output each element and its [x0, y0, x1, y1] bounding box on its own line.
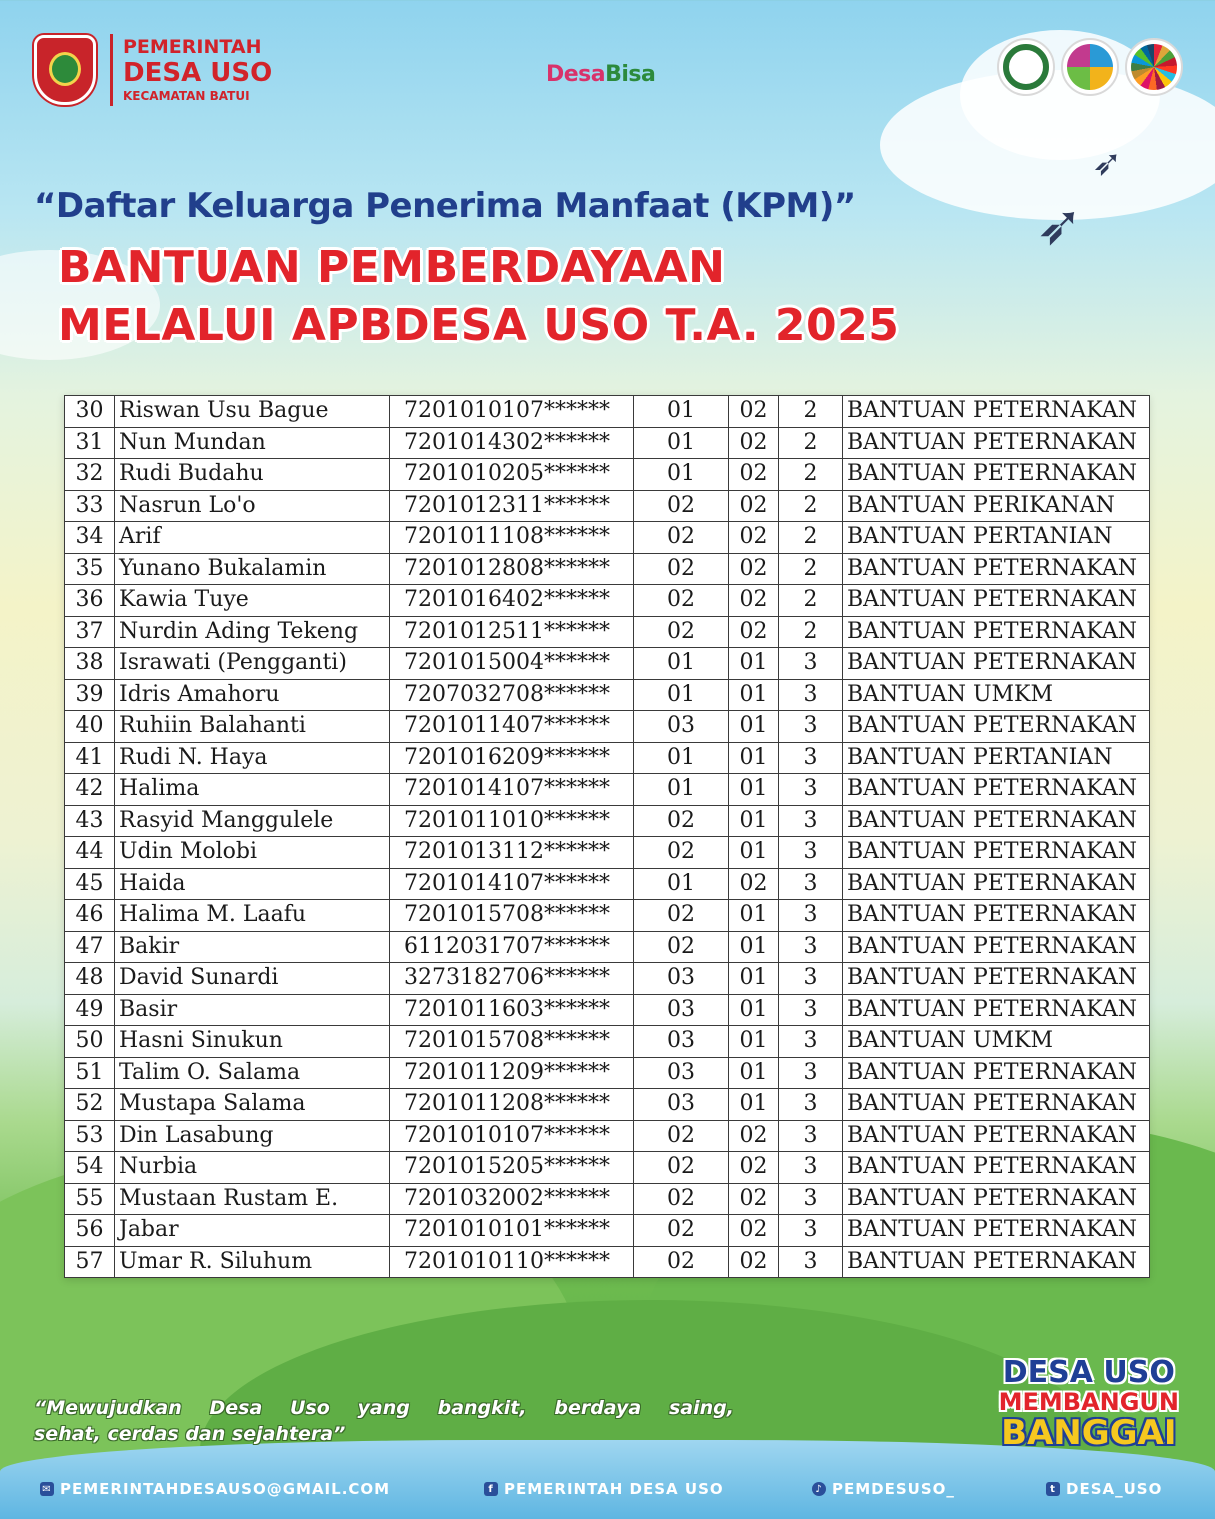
cell-col-c: 3 [779, 774, 843, 806]
beneficiary-table [64, 395, 1149, 1278]
facebook-icon: f [484, 1482, 498, 1496]
cell-nik: 7201014302****** [390, 427, 634, 459]
cell-aid-type: BANTUAN UMKM [843, 679, 1150, 711]
cell-name: Din Lasabung [115, 1120, 390, 1152]
gov-line-3: KECAMATAN BATUI [123, 89, 250, 103]
cell-number: 32 [65, 459, 115, 491]
cell-col-c: 3 [779, 1120, 843, 1152]
cell-col-a: 02 [634, 931, 729, 963]
cell-nik: 7201015205****** [390, 1152, 634, 1184]
cell-name: Halima M. Laafu [115, 900, 390, 932]
cell-col-c: 2 [779, 396, 843, 428]
cell-aid-type: BANTUAN PERTANIAN [843, 742, 1150, 774]
cell-aid-type: BANTUAN PETERNAKAN [843, 931, 1150, 963]
cell-col-b: 02 [729, 459, 779, 491]
cell-number: 31 [65, 427, 115, 459]
cell-col-b: 02 [729, 868, 779, 900]
table-row [65, 1120, 1150, 1152]
contact-facebook-text: PEMERINTAH DESA USO [504, 1480, 724, 1498]
cell-aid-type: BANTUAN PETERNAKAN [843, 868, 1150, 900]
cell-aid-type: BANTUAN PETERNAKAN [843, 396, 1150, 428]
cell-aid-type: BANTUAN PETERNAKAN [843, 711, 1150, 743]
cell-number: 43 [65, 805, 115, 837]
cell-col-c: 3 [779, 742, 843, 774]
cell-number: 39 [65, 679, 115, 711]
motto-text [34, 1396, 734, 1447]
cell-name: Ruhiin Balahanti [115, 711, 390, 743]
cell-aid-type: BANTUAN PETERNAKAN [843, 1183, 1150, 1215]
cell-nik: 7201011209****** [390, 1057, 634, 1089]
table-row [65, 963, 1150, 995]
cell-name: Basir [115, 994, 390, 1026]
cell-number: 33 [65, 490, 115, 522]
cell-col-c: 3 [779, 1057, 843, 1089]
cell-col-a: 02 [634, 553, 729, 585]
contact-tiktok[interactable] [812, 1480, 955, 1498]
cell-nik: 7201016209****** [390, 742, 634, 774]
cell-nik: 7201016402****** [390, 585, 634, 617]
table-row [65, 1152, 1150, 1184]
cell-col-a: 03 [634, 994, 729, 1026]
table-row [65, 711, 1150, 743]
cell-col-c: 3 [779, 805, 843, 837]
cell-number: 53 [65, 1120, 115, 1152]
cell-name: Israwati (Pengganti) [115, 648, 390, 680]
cell-col-a: 01 [634, 742, 729, 774]
motto-line-1: “Mewujudkan Desa Uso yang bangkit, berdaya saing, [34, 1397, 734, 1419]
table-row [65, 931, 1150, 963]
cell-col-b: 01 [729, 1089, 779, 1121]
cell-aid-type: BANTUAN PETERNAKAN [843, 837, 1150, 869]
cell-number: 46 [65, 900, 115, 932]
cell-number: 37 [65, 616, 115, 648]
cell-number: 36 [65, 585, 115, 617]
table-row [65, 994, 1150, 1026]
cell-number: 44 [65, 837, 115, 869]
cell-nik: 7201032002****** [390, 1183, 634, 1215]
cell-number: 52 [65, 1089, 115, 1121]
cell-nik: 7207032708****** [390, 679, 634, 711]
cell-nik: 7201012311****** [390, 490, 634, 522]
cell-name: Nurbia [115, 1152, 390, 1184]
contact-email-text: PEMERINTAHDESAUSO@GMAIL.COM [60, 1480, 391, 1498]
cell-nik: 7201010107****** [390, 396, 634, 428]
cell-aid-type: BANTUAN PETERNAKAN [843, 585, 1150, 617]
cell-col-c: 2 [779, 490, 843, 522]
table-row [65, 679, 1150, 711]
contact-twitter[interactable] [1046, 1480, 1162, 1498]
brand-slogan [998, 1355, 1179, 1453]
cell-col-b: 02 [729, 396, 779, 428]
cell-col-c: 3 [779, 1183, 843, 1215]
cell-col-a: 01 [634, 679, 729, 711]
cell-nik: 7201011407****** [390, 711, 634, 743]
table-row [65, 742, 1150, 774]
cell-col-a: 02 [634, 1215, 729, 1247]
cell-col-c: 2 [779, 616, 843, 648]
cell-name: Rudi Budahu [115, 459, 390, 491]
cell-nik: 7201015708****** [390, 900, 634, 932]
cell-aid-type: BANTUAN PETERNAKAN [843, 1120, 1150, 1152]
table-row [65, 459, 1150, 491]
table-row [65, 1183, 1150, 1215]
table-row [65, 868, 1150, 900]
table-row [65, 805, 1150, 837]
cell-col-a: 03 [634, 963, 729, 995]
cell-number: 55 [65, 1183, 115, 1215]
bird-icon: ➶ [1036, 193, 1083, 258]
cell-col-b: 01 [729, 900, 779, 932]
cell-col-a: 01 [634, 396, 729, 428]
cell-col-c: 3 [779, 1215, 843, 1247]
email-icon: ✉ [40, 1482, 54, 1496]
cell-aid-type: BANTUAN PETERNAKAN [843, 1215, 1150, 1247]
cell-aid-type: BANTUAN UMKM [843, 1026, 1150, 1058]
cell-col-a: 02 [634, 1152, 729, 1184]
table-row [65, 1089, 1150, 1121]
cell-col-a: 03 [634, 1026, 729, 1058]
cell-col-c: 2 [779, 585, 843, 617]
cell-nik: 7201010101****** [390, 1215, 634, 1247]
cell-number: 42 [65, 774, 115, 806]
cell-number: 48 [65, 963, 115, 995]
cell-number: 56 [65, 1215, 115, 1247]
cell-aid-type: BANTUAN PETERNAKAN [843, 648, 1150, 680]
cell-aid-type: BANTUAN PERIKANAN [843, 490, 1150, 522]
cell-nik: 7201014107****** [390, 774, 634, 806]
cell-col-c: 3 [779, 1152, 843, 1184]
table-row [65, 553, 1150, 585]
cell-col-a: 03 [634, 1089, 729, 1121]
cell-col-a: 02 [634, 1246, 729, 1278]
cell-col-b: 02 [729, 616, 779, 648]
table-row [65, 648, 1150, 680]
desa-cerdas-logo-icon [1061, 38, 1119, 96]
cell-col-b: 02 [729, 490, 779, 522]
cell-col-b: 01 [729, 679, 779, 711]
tiktok-icon: ♪ [812, 1482, 826, 1496]
cell-col-a: 02 [634, 522, 729, 554]
gov-line-2: DESA USO [123, 58, 273, 88]
cell-col-c: 3 [779, 868, 843, 900]
table-row [65, 522, 1150, 554]
cell-col-b: 01 [729, 963, 779, 995]
cell-name: David Sunardi [115, 963, 390, 995]
desabisa-desa: Desa [546, 62, 606, 87]
cell-col-c: 3 [779, 648, 843, 680]
ministry-logo-icon [997, 38, 1055, 96]
cell-nik: 7201015708****** [390, 1026, 634, 1058]
cell-col-c: 3 [779, 900, 843, 932]
cell-number: 50 [65, 1026, 115, 1058]
cell-nik: 7201011603****** [390, 994, 634, 1026]
cell-col-a: 01 [634, 648, 729, 680]
contact-facebook[interactable] [484, 1480, 724, 1498]
contact-email[interactable] [40, 1480, 390, 1498]
cell-col-c: 2 [779, 427, 843, 459]
cell-col-b: 01 [729, 1026, 779, 1058]
cell-col-b: 02 [729, 1215, 779, 1247]
cell-col-a: 01 [634, 427, 729, 459]
cell-col-b: 01 [729, 1057, 779, 1089]
cell-col-c: 3 [779, 994, 843, 1026]
cell-col-c: 2 [779, 459, 843, 491]
cell-col-a: 02 [634, 805, 729, 837]
cell-name: Mustaan Rustam E. [115, 1183, 390, 1215]
cell-col-c: 3 [779, 837, 843, 869]
brand-line-1: DESA USO [1002, 1355, 1175, 1390]
cell-col-b: 01 [729, 931, 779, 963]
page-title-line-2: MELALUI APBDESA USO T.A. 2025 [58, 300, 900, 351]
cell-number: 57 [65, 1246, 115, 1278]
cell-name: Idris Amahoru [115, 679, 390, 711]
cell-name: Rudi N. Haya [115, 742, 390, 774]
cell-col-c: 3 [779, 711, 843, 743]
cell-col-b: 02 [729, 553, 779, 585]
cell-nik: 7201010205****** [390, 459, 634, 491]
cell-col-a: 01 [634, 774, 729, 806]
cell-nik: 6112031707****** [390, 931, 634, 963]
cell-col-c: 3 [779, 963, 843, 995]
cell-name: Haida [115, 868, 390, 900]
cell-col-c: 3 [779, 1026, 843, 1058]
cell-nik: 7201012511****** [390, 616, 634, 648]
desabisa-logo [546, 62, 655, 87]
cell-nik: 7201014107****** [390, 868, 634, 900]
cell-nik: 7201013112****** [390, 837, 634, 869]
cell-col-b: 02 [729, 1120, 779, 1152]
header-divider [110, 34, 113, 106]
cell-name: Talim O. Salama [115, 1057, 390, 1089]
table-row [65, 837, 1150, 869]
cell-name: Nun Mundan [115, 427, 390, 459]
cell-col-b: 02 [729, 1152, 779, 1184]
cell-nik: 7201010107****** [390, 1120, 634, 1152]
cell-col-a: 02 [634, 616, 729, 648]
cell-aid-type: BANTUAN PETERNAKAN [843, 553, 1150, 585]
table-row [65, 490, 1150, 522]
cell-name: Nurdin Ading Tekeng [115, 616, 390, 648]
cell-name: Yunano Bukalamin [115, 553, 390, 585]
cell-aid-type: BANTUAN PETERNAKAN [843, 994, 1150, 1026]
cell-col-c: 3 [779, 679, 843, 711]
cell-number: 38 [65, 648, 115, 680]
cell-name: Udin Molobi [115, 837, 390, 869]
cell-name: Halima [115, 774, 390, 806]
brand-line-3: BANGGAI [1001, 1413, 1177, 1453]
contact-twitter-text: DESA_USO [1066, 1480, 1163, 1498]
table-row [65, 585, 1150, 617]
cell-aid-type: BANTUAN PETERNAKAN [843, 459, 1150, 491]
cell-number: 49 [65, 994, 115, 1026]
cell-aid-type: BANTUAN PETERNAKAN [843, 616, 1150, 648]
cell-aid-type: BANTUAN PETERNAKAN [843, 805, 1150, 837]
table-row [65, 774, 1150, 806]
cell-col-a: 02 [634, 1120, 729, 1152]
motto-line-2: sehat, cerdas dan sejahtera” [34, 1422, 346, 1445]
cell-nik: 7201015004****** [390, 648, 634, 680]
cell-col-a: 02 [634, 837, 729, 869]
cell-col-c: 2 [779, 522, 843, 554]
cell-name: Rasyid Manggulele [115, 805, 390, 837]
cell-number: 40 [65, 711, 115, 743]
cell-col-b: 02 [729, 585, 779, 617]
cell-name: Bakir [115, 931, 390, 963]
cell-col-b: 02 [729, 427, 779, 459]
cell-col-c: 3 [779, 931, 843, 963]
cell-col-b: 01 [729, 805, 779, 837]
cell-aid-type: BANTUAN PETERNAKAN [843, 427, 1150, 459]
cell-aid-type: BANTUAN PETERNAKAN [843, 1057, 1150, 1089]
cell-name: Nasrun Lo'o [115, 490, 390, 522]
cell-nik: 7201011010****** [390, 805, 634, 837]
cell-nik: 7201011108****** [390, 522, 634, 554]
cell-col-b: 01 [729, 774, 779, 806]
table-row [65, 1215, 1150, 1247]
cell-nik: 3273182706****** [390, 963, 634, 995]
cell-aid-type: BANTUAN PETERNAKAN [843, 1089, 1150, 1121]
twitter-icon: t [1046, 1482, 1060, 1496]
government-header [34, 34, 272, 106]
cell-aid-type: BANTUAN PETERNAKAN [843, 963, 1150, 995]
cell-col-b: 02 [729, 1183, 779, 1215]
page-title-line-1: BANTUAN PEMBERDAYAAN [58, 242, 726, 293]
cell-col-b: 01 [729, 742, 779, 774]
cell-col-c: 3 [779, 1246, 843, 1278]
cell-col-a: 02 [634, 490, 729, 522]
cell-aid-type: BANTUAN PETERNAKAN [843, 1246, 1150, 1278]
cell-nik: 7201010110****** [390, 1246, 634, 1278]
cell-number: 51 [65, 1057, 115, 1089]
table-row [65, 616, 1150, 648]
cell-col-a: 02 [634, 900, 729, 932]
brand-line-2: MEMBANGUN [998, 1388, 1179, 1416]
cell-col-a: 02 [634, 585, 729, 617]
cell-number: 34 [65, 522, 115, 554]
cell-col-c: 2 [779, 553, 843, 585]
cell-col-b: 01 [729, 837, 779, 869]
cell-aid-type: BANTUAN PETERNAKAN [843, 774, 1150, 806]
sdgs-wheel-icon [1125, 38, 1183, 96]
cell-number: 45 [65, 868, 115, 900]
cell-name: Umar R. Siluhum [115, 1246, 390, 1278]
cell-col-a: 03 [634, 1057, 729, 1089]
table-row [65, 1026, 1150, 1058]
table-row [65, 427, 1150, 459]
cell-name: Jabar [115, 1215, 390, 1247]
cell-nik: 7201011208****** [390, 1089, 634, 1121]
cell-number: 35 [65, 553, 115, 585]
cell-number: 54 [65, 1152, 115, 1184]
cell-name: Riswan Usu Bague [115, 396, 390, 428]
table-row [65, 900, 1150, 932]
cell-col-b: 01 [729, 648, 779, 680]
partner-logos [997, 38, 1183, 96]
desabisa-bisa: Bisa [605, 62, 656, 87]
cell-name: Hasni Sinukun [115, 1026, 390, 1058]
cell-number: 41 [65, 742, 115, 774]
cell-name: Mustapa Salama [115, 1089, 390, 1121]
table-row [65, 1246, 1150, 1278]
table-row [65, 396, 1150, 428]
cell-aid-type: BANTUAN PETERNAKAN [843, 1152, 1150, 1184]
cell-col-a: 01 [634, 459, 729, 491]
contact-tiktok-text: PEMDESUSO_ [832, 1480, 955, 1498]
bird-icon: ➶ [1092, 143, 1123, 184]
cell-col-b: 02 [729, 1246, 779, 1278]
table-body [65, 396, 1150, 1278]
cell-aid-type: BANTUAN PETERNAKAN [843, 900, 1150, 932]
cell-col-a: 03 [634, 711, 729, 743]
cell-name: Arif [115, 522, 390, 554]
cell-name: Kawia Tuye [115, 585, 390, 617]
village-crest-icon [34, 35, 96, 105]
cell-col-b: 02 [729, 522, 779, 554]
gov-line-1: PEMERINTAH [123, 36, 262, 58]
cell-col-a: 01 [634, 868, 729, 900]
cell-number: 47 [65, 931, 115, 963]
cell-col-b: 01 [729, 711, 779, 743]
cell-number: 30 [65, 396, 115, 428]
table-row [65, 1057, 1150, 1089]
beneficiary-table-grid [64, 395, 1150, 1278]
cell-col-b: 01 [729, 994, 779, 1026]
cell-nik: 7201012808****** [390, 553, 634, 585]
page-subtitle: “Daftar Keluarga Penerima Manfaat (KPM)” [34, 186, 856, 226]
cell-aid-type: BANTUAN PERTANIAN [843, 522, 1150, 554]
cell-col-c: 3 [779, 1089, 843, 1121]
cell-col-a: 02 [634, 1183, 729, 1215]
